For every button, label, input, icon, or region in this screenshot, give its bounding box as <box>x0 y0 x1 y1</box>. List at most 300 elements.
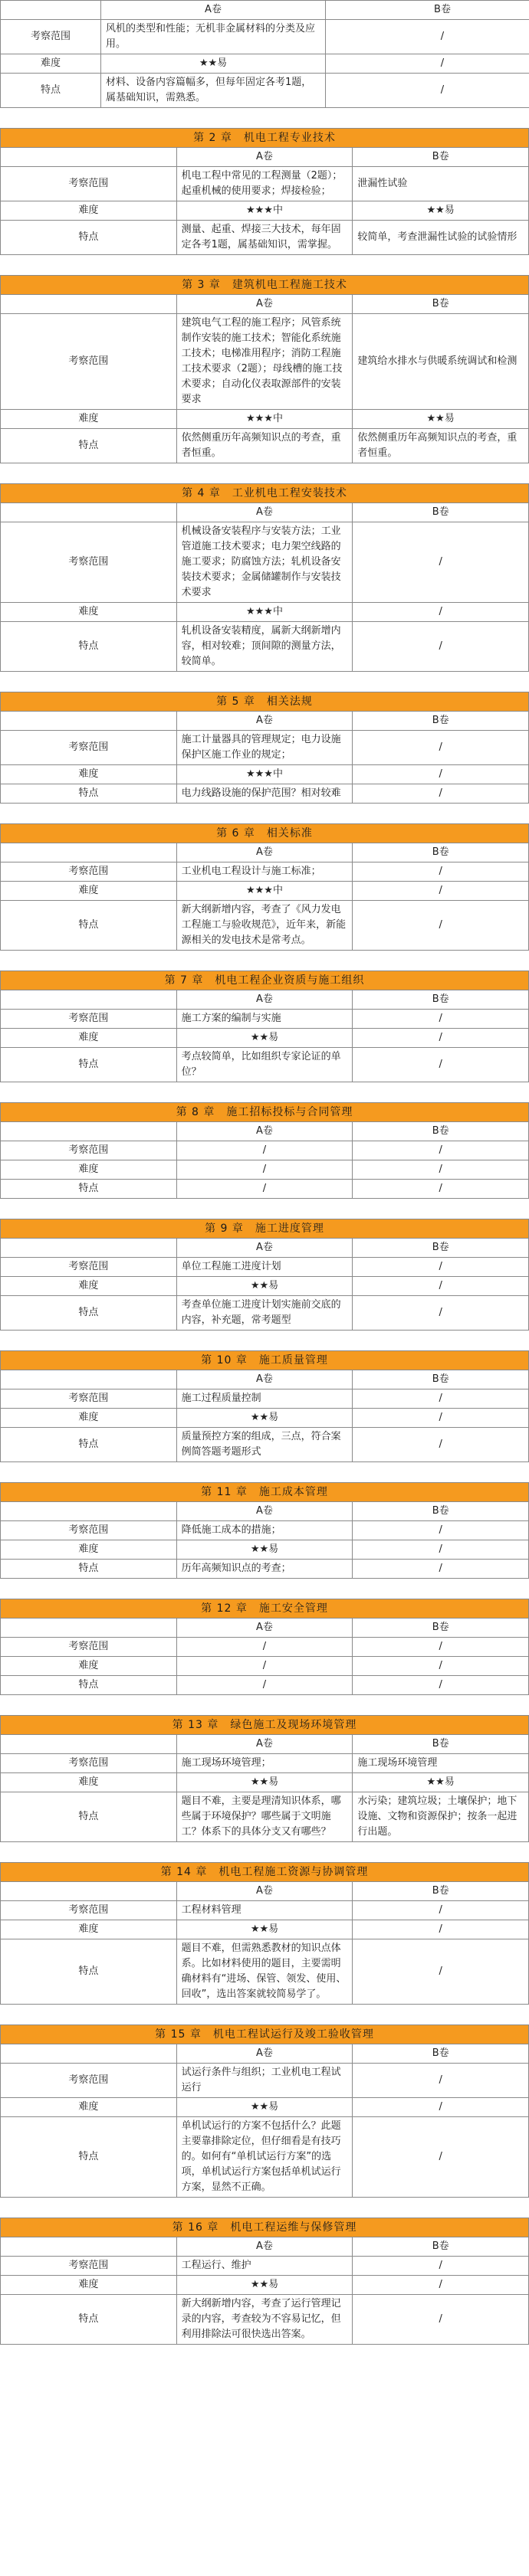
table-row <box>1 765 529 784</box>
table-row <box>1 314 529 410</box>
a-difficulty-cell: / <box>176 1160 353 1180</box>
table-row <box>1 1792 529 1842</box>
column-header-row <box>1 1735 529 1754</box>
b-scope-cell: / <box>353 1141 529 1160</box>
a-scope-cell: 机电工程中常见的工程测量（2题）；起重机械的使用要求；焊接检验； <box>176 167 353 201</box>
row-label-difficulty: 难度 <box>1 1920 177 1939</box>
table-row <box>1 1560 529 1579</box>
section-spacer <box>0 463 529 483</box>
chapter-title-row <box>1 276 529 295</box>
column-header-row <box>1 1619 529 1638</box>
table-row <box>1 731 529 765</box>
table-row <box>1 1773 529 1792</box>
blank-header-cell <box>1 1502 177 1521</box>
row-label-feature: 特点 <box>1 1428 177 1462</box>
row-label-scope: 考察范围 <box>1 1010 177 1029</box>
chapter-title: 第 4 章 工业机电工程安装技术 <box>1 484 529 503</box>
table-row <box>1 1657 529 1676</box>
b-scope-cell: / <box>353 1389 529 1409</box>
row-label-difficulty: 难度 <box>1 1409 177 1428</box>
a-difficulty-cell: ★★易 <box>176 1277 353 1296</box>
a-scope-cell: 工程运行、维护 <box>176 2257 353 2276</box>
chapter-title: 第 11 章 施工成本管理 <box>1 1483 529 1502</box>
table-row <box>1 410 529 429</box>
chapter-title-row <box>1 129 529 148</box>
row-label-feature: 特点 <box>1 1296 177 1331</box>
column-b-header: B卷 <box>353 1122 529 1141</box>
column-b-header: B卷 <box>353 1370 529 1389</box>
row-label-feature: 特点 <box>1 1939 177 2005</box>
table-row <box>1 784 529 804</box>
row-label-scope: 考察范围 <box>1 1901 177 1920</box>
column-header-row <box>1 2044 529 2064</box>
b-feature-cell: / <box>353 1939 529 2005</box>
chapter-title: 第 7 章 机电工程企业资质与施工组织 <box>1 971 529 990</box>
column-a-header: A卷 <box>176 843 353 862</box>
a-difficulty-cell: ★★★中 <box>176 410 353 429</box>
b-feature-cell: / <box>353 2295 529 2345</box>
table-row <box>1 167 529 201</box>
table-row <box>1 1277 529 1296</box>
section-spacer <box>0 1579 529 1599</box>
chapter-table <box>0 692 529 804</box>
a-scope-cell: 单位工程施工进度计划 <box>176 1258 353 1277</box>
blank-header-cell <box>1 843 177 862</box>
column-header-row <box>1 843 529 862</box>
row-label-feature: 特点 <box>1 2295 177 2345</box>
row-label-scope: 考察范围 <box>1 1754 177 1773</box>
a-scope-cell: 降低施工成本的措施； <box>176 1521 353 1540</box>
blank-header-cell <box>1 295 177 314</box>
blank-header-cell <box>1 712 177 731</box>
a-difficulty-cell: ★★易 <box>176 2276 353 2295</box>
b-difficulty-cell: / <box>353 765 529 784</box>
b-feature-cell: / <box>353 1560 529 1579</box>
a-scope-cell: 工程材料管理 <box>176 1901 353 1920</box>
table-row <box>1 1258 529 1277</box>
b-scope-cell: 泄漏性试验 <box>353 167 529 201</box>
a-difficulty-cell: ★★★中 <box>176 603 353 622</box>
a-difficulty-cell: ★★易 <box>176 1773 353 1792</box>
column-header-row <box>1 1502 529 1521</box>
blank-header-cell <box>1 1882 177 1901</box>
chapter-table <box>0 1599 529 1695</box>
b-feature-cell: 依然侧重历年高频知识点的考查，重者恒重。 <box>353 429 529 463</box>
table-row <box>1 622 529 672</box>
chapter-title: 第 10 章 施工质量管理 <box>1 1351 529 1370</box>
column-a-header: A卷 <box>176 1619 353 1638</box>
section-spacer <box>0 2198 529 2218</box>
a-difficulty-cell: ★★易 <box>176 1029 353 1048</box>
a-scope-cell: 试运行条件与组织；工业机电工程试运行 <box>176 2064 353 2098</box>
chapter-title: 第 13 章 绿色施工及现场环境管理 <box>1 1716 529 1735</box>
chapter-title: 第 12 章 施工安全管理 <box>1 1599 529 1619</box>
chapter-title: 第 9 章 施工进度管理 <box>1 1219 529 1239</box>
chapter-title-row <box>1 484 529 503</box>
b-difficulty-cell: ★★易 <box>353 1773 529 1792</box>
chapter-table <box>0 2024 529 2198</box>
section-spacer <box>0 1331 529 1350</box>
a-difficulty-cell: ★★★中 <box>176 882 353 901</box>
column-b-header: B卷 <box>353 1882 529 1901</box>
table-row <box>1 1754 529 1773</box>
blank-header-cell <box>1 2044 177 2064</box>
b-scope-cell: / <box>353 2064 529 2098</box>
table-row <box>1 1409 529 1428</box>
section-spacer <box>0 2005 529 2024</box>
column-a-header: A卷 <box>176 1735 353 1754</box>
b-difficulty-cell: / <box>353 1277 529 1296</box>
chapter-table <box>0 971 529 1082</box>
blank-header-cell <box>1 2237 177 2257</box>
chapter-title-row <box>1 2218 529 2237</box>
section-spacer <box>0 804 529 823</box>
table-row <box>1 74 529 108</box>
column-b-header: B卷 <box>353 148 529 167</box>
b-scope-cell: / <box>326 20 529 54</box>
table-row <box>1 2117 529 2198</box>
b-scope-cell: / <box>353 1901 529 1920</box>
table-row <box>1 1160 529 1180</box>
row-label-scope: 考察范围 <box>1 731 177 765</box>
b-scope-cell: / <box>353 2257 529 2276</box>
row-label-feature: 特点 <box>1 74 101 108</box>
row-label-scope: 考察范围 <box>1 1258 177 1277</box>
chapter-table <box>0 1482 529 1579</box>
chapter-title: 第 2 章 机电工程专业技术 <box>1 129 529 148</box>
row-label-feature: 特点 <box>1 1560 177 1579</box>
a-feature-cell: 考点较简单，比如组织专家论证的单位？ <box>176 1048 353 1082</box>
table-row <box>1 1939 529 2005</box>
b-scope-cell: 建筑给水排水与供暖系统调试和检测 <box>353 314 529 410</box>
blank-header-cell <box>1 1239 177 1258</box>
b-scope-cell: / <box>353 522 529 603</box>
b-feature-cell: / <box>353 1676 529 1695</box>
column-header-row <box>1 1882 529 1901</box>
b-scope-cell: / <box>353 1010 529 1029</box>
a-feature-cell: 单机试运行的方案不包括什么？此题主要靠排除定位，但仔细看是有技巧的。如何有“单机试运行方案”的选项，单机试运行方案包括单机试运行方案，显然不正确。 <box>176 2117 353 2198</box>
table-row <box>1 862 529 882</box>
section-spacer <box>0 1199 529 1219</box>
a-feature-cell: 题目不难，但需熟悉教材的知识点体系。比如材料使用的题目，主要需明确材料有“进场、保管、领发、使用、回收”，选出答案就较简易学了。 <box>176 1939 353 2005</box>
a-feature-cell: 新大纲新增内容，考查了《风力发电工程施工与验收规范》，近年来，新能源相关的发电技术是常考点。 <box>176 901 353 951</box>
b-scope-cell: / <box>353 1258 529 1277</box>
chapter-table <box>0 483 529 672</box>
table-row <box>1 1676 529 1695</box>
b-scope-cell: / <box>353 1521 529 1540</box>
chapter-table <box>0 128 529 255</box>
a-scope-cell: 施工计量器具的管理规定；电力设施保护区施工作业的规定； <box>176 731 353 765</box>
column-b-header: B卷 <box>353 1735 529 1754</box>
column-a-header: A卷 <box>176 1122 353 1141</box>
b-feature-cell: 水污染；建筑垃圾；土壤保护；地下设施、文物和资源保护；按条一起进行出题。 <box>353 1792 529 1842</box>
row-label-difficulty: 难度 <box>1 765 177 784</box>
table-row <box>1 1180 529 1199</box>
row-label-scope: 考察范围 <box>1 1141 177 1160</box>
chapter-title: 第 14 章 机电工程施工资源与协调管理 <box>1 1863 529 1882</box>
a-difficulty-cell: ★★易 <box>176 1540 353 1560</box>
b-scope-cell: / <box>353 1638 529 1657</box>
b-difficulty-cell: ★★易 <box>353 201 529 221</box>
chapter-title-row <box>1 1599 529 1619</box>
column-header-row <box>1 148 529 167</box>
b-feature-cell: / <box>353 1180 529 1199</box>
a-difficulty-cell: ★★易 <box>101 54 326 74</box>
chapter-table <box>0 1715 529 1842</box>
chapter-table <box>0 823 529 951</box>
row-label-feature: 特点 <box>1 1048 177 1082</box>
a-feature-cell: 依然侧重历年高频知识点的考查，重者恒重。 <box>176 429 353 463</box>
row-label-scope: 考察范围 <box>1 2257 177 2276</box>
chapter-title-row <box>1 824 529 843</box>
b-feature-cell: / <box>353 901 529 951</box>
b-difficulty-cell: / <box>353 882 529 901</box>
column-header-row <box>1 1370 529 1389</box>
a-scope-cell: 工业机电工程设计与施工标准； <box>176 862 353 882</box>
column-b-header: B卷 <box>353 1239 529 1258</box>
chapter-title-row <box>1 1351 529 1370</box>
column-header-row <box>1 1239 529 1258</box>
row-label-difficulty: 难度 <box>1 1540 177 1560</box>
section-spacer <box>0 1842 529 1862</box>
table-row <box>1 2064 529 2098</box>
column-b-header: B卷 <box>353 712 529 731</box>
row-label-difficulty: 难度 <box>1 1773 177 1792</box>
row-label-scope: 考察范围 <box>1 1638 177 1657</box>
section-spacer <box>0 1082 529 1102</box>
table-row <box>1 1521 529 1540</box>
column-b-header: B卷 <box>326 1 529 20</box>
chapter-title-row <box>1 1863 529 1882</box>
a-difficulty-cell: ★★易 <box>176 1920 353 1939</box>
column-b-header: B卷 <box>353 990 529 1010</box>
column-b-header: B卷 <box>353 295 529 314</box>
a-difficulty-cell: ★★★中 <box>176 765 353 784</box>
b-scope-cell: / <box>353 731 529 765</box>
a-difficulty-cell: ★★易 <box>176 1409 353 1428</box>
blank-header-cell <box>1 1 101 20</box>
section-spacer <box>0 108 529 128</box>
row-label-scope: 考察范围 <box>1 522 177 603</box>
blank-header-cell <box>1 990 177 1010</box>
column-b-header: B卷 <box>353 2044 529 2064</box>
section-spacer <box>0 1462 529 1482</box>
row-label-feature: 特点 <box>1 1180 177 1199</box>
a-scope-cell: 机械设备安装程序与安装方法；工业管道施工技术要求；电力架空线路的施工要求；防腐蚀方法；轧机设备安装技术要求；金属储罐制作与安装技术要求 <box>176 522 353 603</box>
row-label-difficulty: 难度 <box>1 882 177 901</box>
row-label-scope: 考察范围 <box>1 314 177 410</box>
a-feature-cell: 材料、设备内容篇幅多，但每年固定各考1题，属基础知识，需熟悉。 <box>101 74 326 108</box>
a-scope-cell: 建筑电气工程的施工程序；风管系统制作安装的施工技术；智能化系统施工技术；电梯准用程序；消防工程施工技术要求（2题）；母线槽的施工技术要求；自动化仪表取源部件的安装要求 <box>176 314 353 410</box>
column-header-row <box>1 2237 529 2257</box>
a-feature-cell: 轧机设备安装精度，属新大纲新增内容，相对较难；顶间隙的测量方法，较简单。 <box>176 622 353 672</box>
b-difficulty-cell: / <box>353 1029 529 1048</box>
chapter-title: 第 16 章 机电工程运维与保修管理 <box>1 2218 529 2237</box>
column-header-row <box>1 295 529 314</box>
chapter-table <box>0 1219 529 1331</box>
a-scope-cell: 施工现场环境管理； <box>176 1754 353 1773</box>
section-spacer <box>0 672 529 692</box>
b-difficulty-cell: / <box>353 1409 529 1428</box>
chapter-table <box>0 1862 529 2005</box>
table-row <box>1 1141 529 1160</box>
b-difficulty-cell: / <box>353 1920 529 1939</box>
table-row <box>1 522 529 603</box>
chapter-1-table <box>0 0 529 108</box>
b-scope-cell: 施工现场环境管理 <box>353 1754 529 1773</box>
column-a-header: A卷 <box>176 1882 353 1901</box>
row-label-difficulty: 难度 <box>1 1029 177 1048</box>
section-spacer <box>0 255 529 275</box>
chapter-table <box>0 1350 529 1462</box>
b-difficulty-cell: / <box>353 1160 529 1180</box>
row-label-feature: 特点 <box>1 429 177 463</box>
column-a-header: A卷 <box>176 712 353 731</box>
a-feature-cell: 测量、起重、焊接三大技术，每年固定各考1题，属基础知识，需掌握。 <box>176 221 353 255</box>
row-label-feature: 特点 <box>1 622 177 672</box>
section-spacer <box>0 1695 529 1715</box>
table-row <box>1 882 529 901</box>
table-row <box>1 1296 529 1331</box>
row-label-feature: 特点 <box>1 2117 177 2198</box>
b-feature-cell: / <box>326 74 529 108</box>
row-label-feature: 特点 <box>1 1676 177 1695</box>
b-difficulty-cell: / <box>353 1540 529 1560</box>
table-row <box>1 2257 529 2276</box>
chapter-title-row <box>1 1483 529 1502</box>
b-feature-cell: / <box>353 1428 529 1462</box>
column-header-row <box>1 1122 529 1141</box>
table-row <box>1 2098 529 2117</box>
row-label-difficulty: 难度 <box>1 603 177 622</box>
a-feature-cell: 历年高频知识点的考查； <box>176 1560 353 1579</box>
b-feature-cell: / <box>353 2117 529 2198</box>
column-a-header: A卷 <box>176 503 353 522</box>
b-difficulty-cell: / <box>326 54 529 74</box>
column-b-header: B卷 <box>353 1619 529 1638</box>
a-scope-cell: 施工方案的编制与实施 <box>176 1010 353 1029</box>
blank-header-cell <box>1 1619 177 1638</box>
table-row <box>1 1920 529 1939</box>
chapter-title-row <box>1 2025 529 2044</box>
table-row <box>1 1048 529 1082</box>
a-scope-cell: / <box>176 1141 353 1160</box>
b-difficulty-cell: / <box>353 603 529 622</box>
blank-header-cell <box>1 503 177 522</box>
a-feature-cell: / <box>176 1180 353 1199</box>
a-feature-cell: 考查单位施工进度计划实施前交底的内容，补充题，常考题型 <box>176 1296 353 1331</box>
row-label-scope: 考察范围 <box>1 167 177 201</box>
row-label-scope: 考察范围 <box>1 2064 177 2098</box>
b-difficulty-cell: / <box>353 1657 529 1676</box>
column-a-header: A卷 <box>101 1 326 20</box>
column-header-row <box>1 712 529 731</box>
row-label-difficulty: 难度 <box>1 1160 177 1180</box>
chapter-title: 第 8 章 施工招标投标与合同管理 <box>1 1103 529 1122</box>
chapter-table <box>0 275 529 463</box>
chapter-title-row <box>1 1103 529 1122</box>
table-row <box>1 1389 529 1409</box>
column-b-header: B卷 <box>353 503 529 522</box>
table-row <box>1 1901 529 1920</box>
chapter-table <box>0 2218 529 2345</box>
a-scope-cell: 施工过程质量控制 <box>176 1389 353 1409</box>
a-feature-cell: 质量预控方案的组成，三点，符合案例简答题考题形式 <box>176 1428 353 1462</box>
row-label-difficulty: 难度 <box>1 2276 177 2295</box>
column-a-header: A卷 <box>176 2237 353 2257</box>
chapter-title-row <box>1 1716 529 1735</box>
b-feature-cell: / <box>353 622 529 672</box>
row-label-feature: 特点 <box>1 784 177 804</box>
b-feature-cell: / <box>353 1048 529 1082</box>
a-feature-cell: 题目不难，主要是理清知识体系，哪些属于环境保护？哪些属于文明施工？体系下的具体分支又有哪些？ <box>176 1792 353 1842</box>
blank-header-cell <box>1 1122 177 1141</box>
column-b-header: B卷 <box>353 1502 529 1521</box>
column-header-row <box>1 503 529 522</box>
column-b-header: B卷 <box>353 843 529 862</box>
a-scope-cell: 风机的类型和性能；无机非金属材料的分类及应用。 <box>101 20 326 54</box>
a-feature-cell: 电力线路设施的保护范围？相对较难 <box>176 784 353 804</box>
chapter-title: 第 6 章 相关标准 <box>1 824 529 843</box>
column-header-row <box>1 990 529 1010</box>
table-row <box>1 54 529 74</box>
row-label-difficulty: 难度 <box>1 2098 177 2117</box>
column-a-header: A卷 <box>176 295 353 314</box>
chapter-title: 第 3 章 建筑机电工程施工技术 <box>1 276 529 295</box>
table-row <box>1 2276 529 2295</box>
row-label-difficulty: 难度 <box>1 201 177 221</box>
chapter-title-row <box>1 692 529 712</box>
row-label-scope: 考察范围 <box>1 20 101 54</box>
table-row <box>1 201 529 221</box>
row-label-difficulty: 难度 <box>1 1657 177 1676</box>
column-a-header: A卷 <box>176 2044 353 2064</box>
b-difficulty-cell: / <box>353 2098 529 2117</box>
table-row <box>1 901 529 951</box>
row-label-feature: 特点 <box>1 1792 177 1842</box>
table-row <box>1 1029 529 1048</box>
a-difficulty-cell: / <box>176 1657 353 1676</box>
b-scope-cell: / <box>353 862 529 882</box>
row-label-difficulty: 难度 <box>1 1277 177 1296</box>
row-label-difficulty: 难度 <box>1 54 101 74</box>
b-difficulty-cell: / <box>353 2276 529 2295</box>
chapter-title: 第 15 章 机电工程试运行及竣工验收管理 <box>1 2025 529 2044</box>
blank-header-cell <box>1 1735 177 1754</box>
chapter-title-row <box>1 971 529 990</box>
table-row <box>1 1540 529 1560</box>
table-row <box>1 1010 529 1029</box>
a-difficulty-cell: ★★易 <box>176 2098 353 2117</box>
row-label-scope: 考察范围 <box>1 1389 177 1409</box>
chapter-title: 第 5 章 相关法规 <box>1 692 529 712</box>
table-row <box>1 1428 529 1462</box>
column-header-row <box>1 1 529 20</box>
table-row <box>1 221 529 255</box>
chapter-table <box>0 1102 529 1199</box>
column-a-header: A卷 <box>176 148 353 167</box>
row-label-scope: 考察范围 <box>1 1521 177 1540</box>
chapter-title-row <box>1 1219 529 1239</box>
section-spacer <box>0 951 529 971</box>
blank-header-cell <box>1 148 177 167</box>
a-scope-cell: / <box>176 1638 353 1657</box>
a-feature-cell: / <box>176 1676 353 1695</box>
table-row <box>1 429 529 463</box>
chapters-container <box>0 108 529 2345</box>
row-label-feature: 特点 <box>1 221 177 255</box>
row-label-difficulty: 难度 <box>1 410 177 429</box>
